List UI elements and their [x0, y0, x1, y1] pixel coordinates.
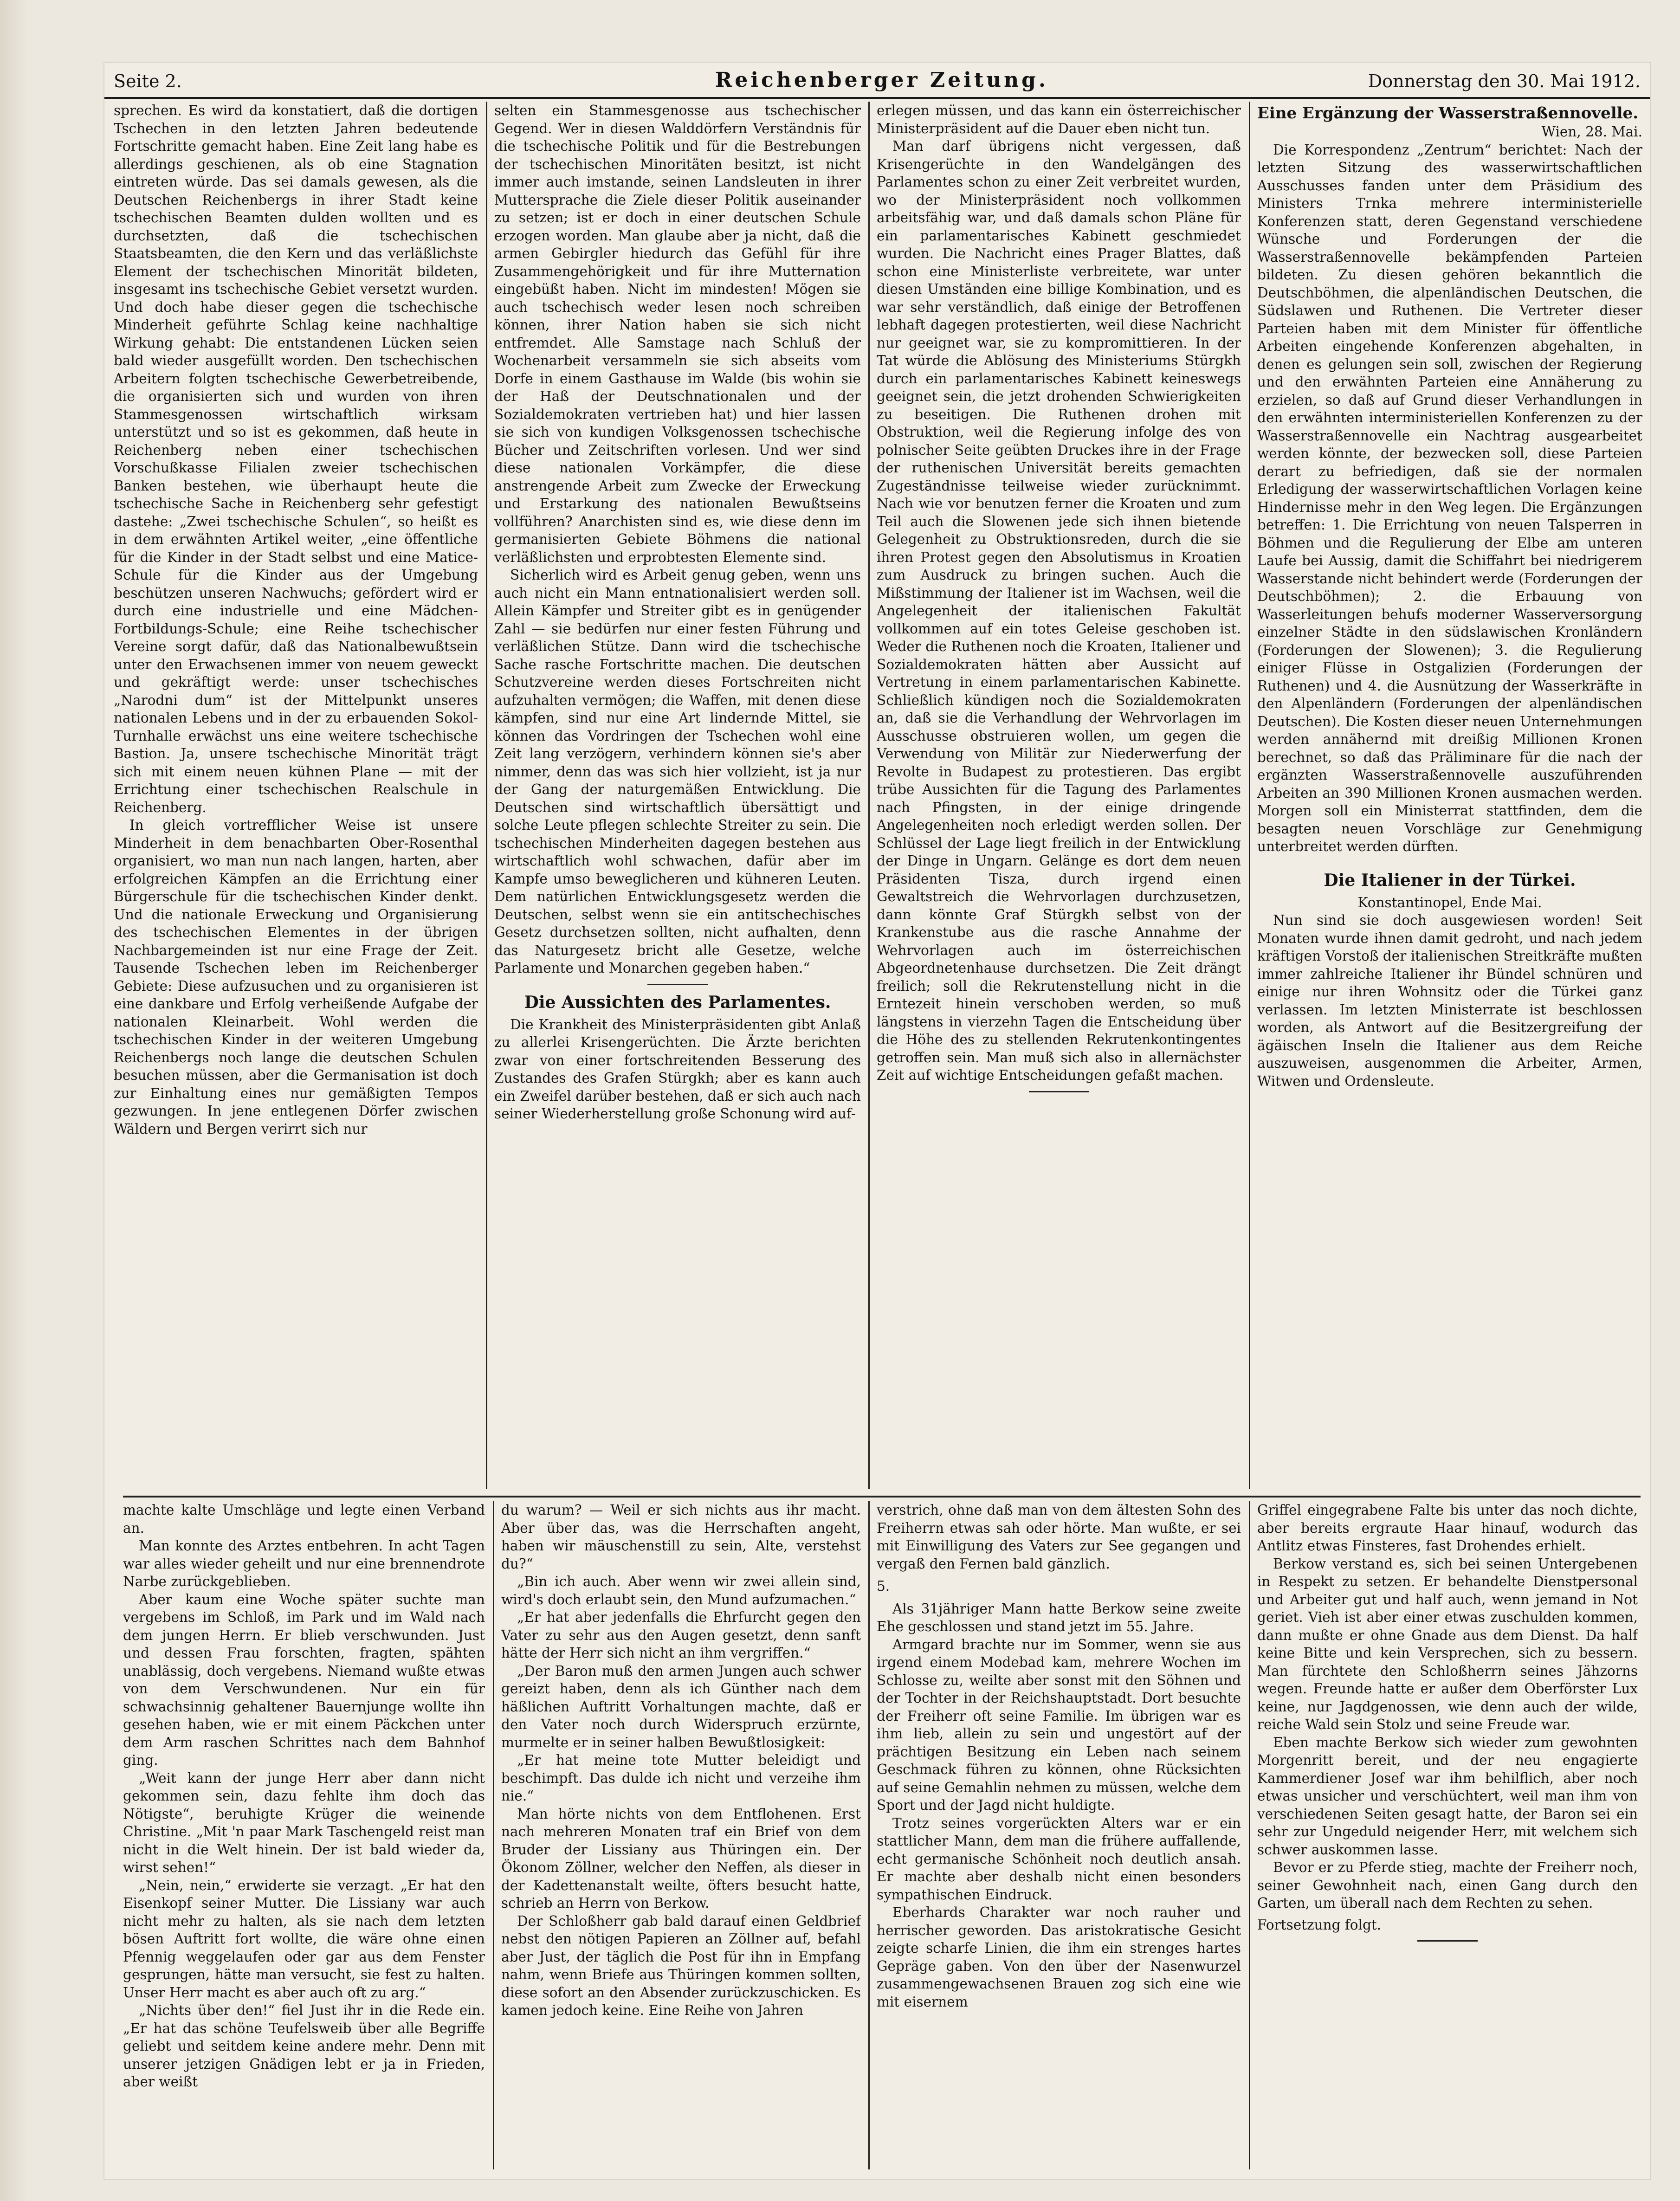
column-divider: [868, 1501, 870, 2169]
column-divider: [868, 102, 870, 1489]
article-paragraph: selten ein Stammesgenosse aus tschechischer Gegend. Wer in diesen Walddörfern Verständnis für die tschechische Politik und für die Bestrebungen der tschechischen Minoritäten besitzt, ist nicht immer auch imstande, seinen Landsleuten in ihrer Muttersprache die Ziele dieser Politik auseinander zu setzen; ist er doch in einer deutschen Schule erzogen worden. Man glaube aber ja nicht, daß die armen Gebirgler hiedurch das Gefühl für ihre Zusammengehörigkeit und für ihre Mutternation eingebüßt haben. Nicht im mindesten! Mögen sie auch tschechisch weder lesen noch schreiben können, ihrer Nation haben sie sich nicht entfremdet. Alle Samstage nach Schluß der Wochenarbeit versammeln sie sich abseits vom Dorfe in einem Gasthause im Walde (bis wohin sie der Haß der Deutschnationalen und der Sozialdemokraten vertrieben hat) und hier lassen sie sich von kundigen Volksgenossen tschechische Bücher und Zeitschriften vorlesen. Und wer sind diese nationalen Vorkämpfer, die diese anstrengende Arbeit zum Zwecke der Erweckung und Erstarkung des nationalen Bewußtseins vollführen? Anarchisten sind es, wie diese denn im germanisierten Gebiete Böhmens die national verläßlichsten und erprobtesten Elemente sind.: [494, 103, 861, 565]
article-paragraph: In gleich vortrefflicher Weise ist unsere Minderheit in dem benachbarten Ober-Rosenthal organisiert, wo man nun nach langen, harten, aber erfolgreichen Kämpfen an die Errichtung einer Bürgerschule für die tschechischen Kinder denkt. Und die nationale Erweckung und Organisierung des tschechischen Elementes in der übrigen Nachbargemeinden ist nur eine Frage der Zeit. Tausende Tschechen leben im Reichenberger Gebiete: Diese aufzusuchen und zu organisieren ist eine dankbare und Erfolg verheißende Aufgabe der nationalen Kleinarbeit. Wohl werden die tschechischen Kinder in der weiteren Umgebung Reichenbergs noch lange die deutschen Schulen besuchen müssen, aber die Germanisation ist doch zur Einhaltung eines nur gemäßigten Tempos gezwungen. In jene entlegenen Dörfer zwischen Wäldern und Bergen verirrt sich nur: [114, 817, 478, 1137]
story-paragraph: „Er hat aber jedenfalls die Ehrfurcht gegen den Vater zu sehr aus den Augen gesetzt, denn sanft hätte der Herr sich nicht an ihm vergriffen.“: [501, 1609, 861, 1661]
story-paragraph: Aber kaum eine Woche später suchte man vergebens im Schloß, im Park und im Wald nach dem jungen Herrn. Er blieb verschwunden. Just und dessen Frau forschten, fragten, spähten unablässig, doch vergebens. Niemand wußte etwas von dem Verschwundenen. Nur ein für schwachsinnig gehaltener Bauernjunge wollte ihn gesehen haben, wie er mit einem Päckchen unter dem Arm raschen Schrittes nach dem Bahnhof ging.: [123, 1591, 485, 1768]
chapter-number: 5.: [877, 1578, 890, 1594]
article-paragraph: Die Korrespondenz „Zentrum“ berichtet: Nach der letzten Sitzung des wasserwirtschaftlichen Ausschusses fanden unter dem Präsidium des Ministers Trnka mehrere interministerielle Konferenzen statt, deren Gegenstand verschiedene Wünsche und Forderungen der die Wasserstraßennovelle bekämpfenden Parteien bildeten. Zu diesen gehören bekanntlich die Deutschböhmen, die alpenländischen Deutschen, die Südslawen und Ruthenen. Die Vertreter dieser Parteien haben mit dem Minister für öffentliche Arbeiten eingehende Konferenzen abgehalten, in denen es gelungen sein soll, zwischen der Regierung und den erwähnten Parteien eine Annäherung zu erzielen, so daß auf Grund dieser Verhandlungen in den erwähnten interministeriellen Konferenzen zu der Wasserstraßennovelle ein Nachtrag ausgearbeitet werden könnte, der bezwecken soll, diese Parteien derart zu befriedigen, daß sie der normalen Erledigung der wasserwirtschaftlichen Vorlagen keine Hindernisse mehr in den Weg legen. Die Ergänzungen betreffen: 1. Die Errichtung von neuen Talsperren in Böhmen und die Regulierung der Elbe am unteren Laufe bei Aussig, damit die Schiffahrt bei niedrigerem Wasserstande nicht behindert werde (Forderungen der Deutschböhmen); 2. die Erbauung von Wasserleitungen behufs moderner Wasserversorgung einzelner Städte in den südslawischen Kronländern (Forderungen der Slowenen); 3. die Regulierung einiger Flüsse in Ostgalizien (Forderungen der Ruthenen) und 4. die Ausnützung der Wasserkräfte in den Alpenländern (Forderungen der alpenländischen Deutschen). Die Kosten dieser neuen Unternehmungen werden annähernd mit dreißig Millionen Kronen berechnet, so daß das Präliminare für die nach der ergänzten Wasserstraßennovelle auszuführenden Arbeiten an 390 Millionen Kronen ausmachen werden. Morgen soll ein Ministerrat stattfinden, dem die besagten neuen Vorschläge zur Genehmigung unterbreitet werden dürften.: [1257, 142, 1642, 854]
story-paragraph: Eberhards Charakter war noch rauher und herrischer geworden. Das aristokratische Gesicht zeigte scharfe Linien, die ihm ein strenges hartes Gepräge gaben. Von den über der Nasenwurzel zusammengewachsenen Brauen zog sich eine wie mit eisernem: [877, 1904, 1241, 2010]
column-divider: [1249, 102, 1250, 1489]
story-paragraph: Bevor er zu Pferde stieg, machte der Freiherr noch, seiner Gewohnheit nach, einen Gang durch den Garten, um überall nach dem Rechten zu sehen.: [1257, 1859, 1638, 1911]
article-separator: [1029, 1091, 1089, 1092]
dateline: Konstantinopel, Ende Mai.: [1357, 894, 1542, 910]
column-3: [877, 102, 1241, 1489]
column-divider: [486, 102, 487, 1489]
page-number: Seite 2.: [114, 71, 182, 91]
story-paragraph: machte kalte Umschläge und legte einen Verband an.: [123, 1502, 485, 1536]
feuilleton-column-1: [123, 1501, 485, 2169]
column-4: [1257, 102, 1642, 1489]
article-separator: [647, 984, 708, 985]
story-paragraph: verstrich, ohne daß man von dem ältesten Sohn des Freiherrn etwas sah oder hörte. Man wußte, er sei mit Einwilligung des Vaters zur See gegangen und vergaß den Fernen bald gänzlich.: [877, 1502, 1241, 1572]
story-paragraph: „Nichts über den!“ fiel Just ihr in die Rede ein. „Er hat das schöne Teufelsweib über alle Begriffe geliebt und seitdem keine andere mehr. Denn mit unserer jetzigen Gnädigen lebt er ja in Frieden, aber weißt: [123, 2002, 485, 2090]
article-paragraph: erlegen müssen, und das kann ein österreichischer Ministerpräsident auf die Dauer eben nicht tun.: [877, 103, 1241, 136]
column-divider: [1249, 1501, 1250, 2169]
article-heading-waterway: Eine Ergänzung der Wasserstraßennovelle.: [1257, 104, 1639, 123]
article-heading-parliament: Die Aussichten des Parlamentes.: [524, 992, 831, 1012]
article-paragraph: sprechen. Es wird da konstatiert, daß die dortigen Tschechen in den letzten Jahren bedeutende Fortschritte gemacht haben. Eine Zeit lang habe es allerdings geschienen, als ob eine Stagnation eintreten würde. Das sei damals gewesen, als die Deutschen Reichenbergs in ihrer Stadt keine tschechischen Beamten dulden wollten und es durchsetzten, daß die tschechischen Staatsbeamten, die den Kern und das verläßlichste Element der tschechischen Minorität bildeten, insgesamt ins tschechische Gebiet versetzt wurden. Und doch habe dieser gegen die tschechische Minderheit geführte Schlag keine nachhaltige Wirkung gehabt: Die entstandenen Lücken seien bald wieder ausgefüllt worden. Den tschechischen Arbeitern folgten tschechische Gewerbetreibende, die organisierten sich und wurden von ihren Stammesgenossen wirtschaftlich wirksam unterstützt und so ist es gekommen, daß heute in Reichenberg neben einer tschechischen Vorschußkasse Filialen zweier tschechischen Banken bestehen, wie überhaupt heute die tschechische Sache in Reichenberg sehr gefestigt dastehe: „Zwei tschechische Schulen“, so heißt es in dem erwähnten Artikel weiter, „eine öffentliche für die Kinder in der Stadt selbst und eine Matice-Schule für die Kinder aus der Umgebung beschützen unseren Nachwuchs; gefördert wird er durch eine industrielle und eine Mädchen-Fortbildungs-Schule; eine Reihe tschechischer Vereine sorgt dafür, daß das Nationalbewußtsein unter den Erwachsenen immer von neuem geweckt und gekräftigt werde: unser tschechisches „Narodni dum“ ist der Mittelpunkt unseres nationalen Lebens und in der zu erbauenden Sokol-Turnhalle erwächst uns eine weitere tschechische Bastion. Ja, unsere tschechische Minorität trägt sich mit einem neuen kühnen Plane — mit der Errichtung einer tschechischen Realschule in Reichenberg.: [114, 103, 478, 815]
story-paragraph: Eben machte Berkow sich wieder zum gewohnten Morgenritt bereit, und der neu engagierte Kammerdiener Josef war ihm behilflich, aber noch etwas unsicher und verschüchtert, weil man ihm von verschiedenen Seiten gesagt hatte, der Baron sei ein sehr zur Ungeduld neigender Herr, mit welchem sich schwer auskommen lasse.: [1257, 1734, 1638, 1858]
issue-date: Donnerstag den 30. Mai 1912.: [1368, 71, 1641, 91]
masthead-title: Reichenberger Zeitung.: [715, 68, 1049, 92]
story-paragraph: „Er hat meine tote Mutter beleidigt und beschimpft. Das dulde ich nicht und verzeihe ihm nie.“: [501, 1752, 861, 1804]
page-header: [104, 63, 1650, 99]
story-paragraph: „Bin ich auch. Aber wenn wir zwei allein sind, wird's doch erlaubt sein, den Mund aufzumachen.“: [501, 1574, 861, 1607]
story-paragraph: „Weit kann der junge Herr aber dann nicht gekommen sein, dazu fehlte ihm doch das Nötigste“, beruhigte Krüger die weinende Christine. „Mit 'n paar Mark Taschengeld reist man nicht in die Welt hinein. Der ist bald wieder da, wirst sehen!“: [123, 1770, 485, 1875]
story-paragraph: Berkow verstand es, sich bei seinen Untergebenen in Respekt zu setzen. Er behandelte Dienstpersonal und Arbeiter gut und half auch, wenn jemand in Not geriet. Vieh ist aber einer etwas zuschulden kommen, dann mußte er ohne Gnade aus dem Dienst. Da half keine Bitte und kein Versprechen, sich zu bessern. Man fürchtete den Schloßherrn seines Jähzorns wegen. Freunde hatte er außer dem Oberförster Lux keine, nur Jagdgenossen, wie denn auch der wilde, reiche Wald sein Stolz und seine Freude war.: [1257, 1556, 1638, 1732]
feuilleton-column-4: [1257, 1501, 1638, 2169]
column-1: [114, 102, 478, 1489]
article-paragraph: Man darf übrigens nicht vergessen, daß Krisengerüchte in den Wandelgängen des Parlamentes schon zu einer Zeit verbreitet wurden, wo der Ministerpräsident noch vollkommen arbeitsfähig war, und daß damals schon Pläne für ein parlamentarisches Kabinett geschmiedet wurden. Die Nachricht eines Prager Blattes, daß schon eine Ministerliste verbreitete, war unter diesen Umständen eine billige Kombination, und es war sehr verständlich, daß einige der Betroffenen lebhaft dagegen protestierten, weil diese Nachricht nur geeignet war, sie zu kompromittieren. In der Tat würde die Ablösung des Ministeriums Stürgkh durch ein parlamentarisches Kabinett keineswegs geeignet sein, die jetzt drohenden Schwierigkeiten zu beseitigen. Die Ruthenen drohen mit Obstruktion, weil die Regierung infolge des von polnischer Seite geübten Druckes ihre in der Frage der ruthenischen Universität bereits gemachten Zugeständnisse teilweise wieder zurücknimmt. Nach wie vor benutzen ferner die Kroaten und zum Teil auch die Slowenen jede sich ihnen bietende Gelegenheit zu Obstruktionsreden, durch die sie ihren Protest gegen den Absolutismus in Kroatien zum Ausdruck zu bringen suchen. Auch die Mißstimmung der Italiener ist im Wachsen, weil die Angelegenheit der italienischen Fakultät vollkommen auf ein totes Geleise geschoben ist. Weder die Ruthenen noch die Kroaten, Italiener und Sozialdemokraten hätten aber Aussicht auf Vertretung in einem parlamentarischen Kabinette. Schließlich kündigen noch die Sozialdemokraten an, daß sie die Verhandlung der Wehrvorlagen im Ausschusse obstruieren wollen, um gegen die Verwendung von Militär zur Niederwerfung der Revolte in Budapest zu protestieren. Das ergibt trübe Aussichten für die Tagung des Parlamentes nach Pfingsten, in der einige dringende Angelegenheiten noch erledigt werden sollen. Der Schlüssel der Lage liegt freilich in der Entwicklung der Dinge in Ungarn. Gelänge es dort dem neuen Präsidenten Tisza, durch irgend einen Gewaltstreich die Wehrvorlagen durchzusetzen, dann könnte Graf Stürgkh selbst von der Krankenstube aus die rasche Annahme der Wehrvorlagen auch im österreichischen Abgeordnetenhause durchsetzen. Die Zeit drängt freilich; soll die Rekrutenstellung nicht in die Erntezeit hinein verschoben werden, so muß längstens in vierzehn Tagen die Entscheidung über die Höhe des zu stellenden Rekrutenkontingentes getroffen sein. Man muß sich also in allernächster Zeit auf wichtige Entscheidungen gefaßt machen.: [877, 138, 1241, 1083]
newspaper-page: [104, 63, 1650, 2179]
story-paragraph: Griffel eingegrabene Falte bis unter das noch dichte, aber bereits ergraute Haar hinauf, wodurch das Antlitz etwas Finsteres, fast Drohendes erhielt.: [1257, 1502, 1638, 1554]
article-paragraph: Die Krankheit des Ministerpräsidenten gibt Anlaß zu allerlei Krisengerüchten. Die Ärzte berichten zwar von einer fortschreitenden Besserung des Zustandes des Grafen Stürgkh; aber es kann auch ein Zweifel darüber bestehen, daß er sich auch nach seiner Wiederherstellung große Schonung wird auf-: [494, 1016, 861, 1122]
article-paragraph: Sicherlich wird es Arbeit genug geben, wenn uns auch nicht ein Mann entnationalisiert werden soll. Allein Kämpfer und Streiter gibt es in genügender Zahl — sie bedürfen nur einer festen Führung und verläßlichen Stütze. Dann wird die tschechische Sache rasche Fortschritte machen. Die deutschen Schutzvereine werden dieses Fortschreiten nicht aufzuhalten vermögen; die Waffen, mit denen diese kämpfen, sind nur eine Art lindernde Mittel, sie können das Vordringen der Tschechen wohl eine Zeit lang verzögern, verhindern können sie's aber nimmer, denn das was sich hier vollzieht, ist ja nur der Gang der naturgemäßen Entwicklung. Die Deutschen sind wirtschaftlich übersättigt und solche Leute pflegen schlechte Streiter zu sein. Die tschechischen Minderheiten dagegen bestehen aus wirtschaftlich wohl schwachen, dafür aber im Kampfe umso beweglicheren und kühneren Leuten. Dem natürlichen Entwicklungsgesetz werden die Deutschen, selbst wenn sie ein antitschechisches Gesetz durchsetzen sollten, nicht aufhalten, denn das Naturgesetz bricht alle Gesetze, welche Parlamente und Monarchen gegeben haben.“: [494, 567, 861, 976]
end-rule: [1417, 1940, 1478, 1942]
article-heading-italians: Die Italiener in der Türkei.: [1324, 870, 1576, 890]
feuilleton-column-2: [501, 1501, 861, 2169]
story-paragraph: du warum? — Weil er sich nichts aus ihr macht. Aber über das, was die Herrschaften angeht, haben wir mäuschenstill zu sein, Alte, verstehst du?“: [501, 1502, 861, 1572]
feuilleton-divider: [123, 1496, 1641, 1497]
story-paragraph: Trotz seines vorgerückten Alters war er ein stattlicher Mann, dem man die frühere auffallende, echt germanische Schönheit noch deutlich ansah. Er machte aber deshalb nicht einen besonders sympathischen Eindruck.: [877, 1815, 1241, 1903]
story-paragraph: „Der Baron muß den armen Jungen auch schwer gereizt haben, denn als ich Günther nach dem häßlichen Auftritt Vorhaltungen machte, daß er den Vater noch durch Widerspruch erzürnte, murmelte er in seiner halben Bewußtlosigkeit:: [501, 1663, 861, 1750]
dateline: Wien, 28. Mai.: [1541, 124, 1642, 140]
article-paragraph: Nun sind sie doch ausgewiesen worden! Seit Monaten wurde ihnen damit gedroht, und nach jedem kräftigen Vorstoß der italienischen Streitkräfte mußten immer zahlreiche Italiener ihr Bündel schnüren und einige nur ihren Wohnsitz oder die Türkei ganz verlassen. Im letzten Ministerrate ist beschlossen worden, als Antwort auf die Besitzergreifung der ägäischen Inseln die Italiener aus dem Reiche auszuweisen, ausgenommen die Arbeiter, Armen, Witwen und Ordensleute.: [1257, 912, 1642, 1089]
story-paragraph: Armgard brachte nur im Sommer, wenn sie aus irgend einem Modebad kam, mehrere Wochen im Schlosse zu, weilte aber sonst mit den Söhnen und der Tochter in der Reichshauptstadt. Dort besuchte der Freiherr oft seine Familie. Im übrigen war es ihm lieb, allein zu sein und ungestört auf der prächtigen Besitzung ein Leben nach seinem Geschmack führen zu können, ohne Rücksichten auf seine Gemahlin nehmen zu müssen, welche dem Sport und der Jagd nicht huldigte.: [877, 1636, 1241, 1813]
feuilleton-column-3: [877, 1501, 1241, 2169]
story-paragraph: Der Schloßherr gab bald darauf einen Geldbrief nebst den nötigen Papieren an Zöllner auf, befahl aber Just, der täglich die Post für ihn in Empfang nahm, wenn Briefe aus Thüringen kommen sollten, diese sofort an den Absender zurückzuschicken. Es kamen jedoch keine. Eine Reihe von Jahren: [501, 1913, 861, 2018]
story-paragraph: „Nein, nein,“ erwiderte sie verzagt. „Er hat den Eisenkopf seiner Mutter. Die Lissiany war auch nicht mehr zu halten, als sie nach dem letzten bösen Auftritt fort wollte, die wäre ohne einen Pfennig weggelaufen oder gar aus dem Fenster gesprungen, hätte man versucht, sie fest zu halten. Unser Herr macht es aber auch oft zu arg.“: [123, 1877, 485, 2001]
story-paragraph: Man hörte nichts von dem Entflohenen. Erst nach mehreren Monaten traf ein Brief von dem Bruder der Lissiany aus Thüringen ein. Der Ökonom Zöllner, welcher den Neffen, als dieser in der Kadettenanstalt weilte, öfters besucht hatte, schrieb an Herrn von Berkow.: [501, 1806, 861, 1911]
story-paragraph: Man konnte des Arztes entbehren. In acht Tagen war alles wieder geheilt und nur eine brennendrote Narbe zurückgeblieben.: [123, 1538, 485, 1589]
column-divider: [493, 1501, 494, 2169]
story-paragraph: Als 31jähriger Mann hatte Berkow seine zweite Ehe geschlossen und stand jetzt im 55. Jahre.: [877, 1601, 1241, 1634]
continuation-note: Fortsetzung folgt.: [1257, 1917, 1382, 1933]
column-2: [494, 102, 861, 1489]
